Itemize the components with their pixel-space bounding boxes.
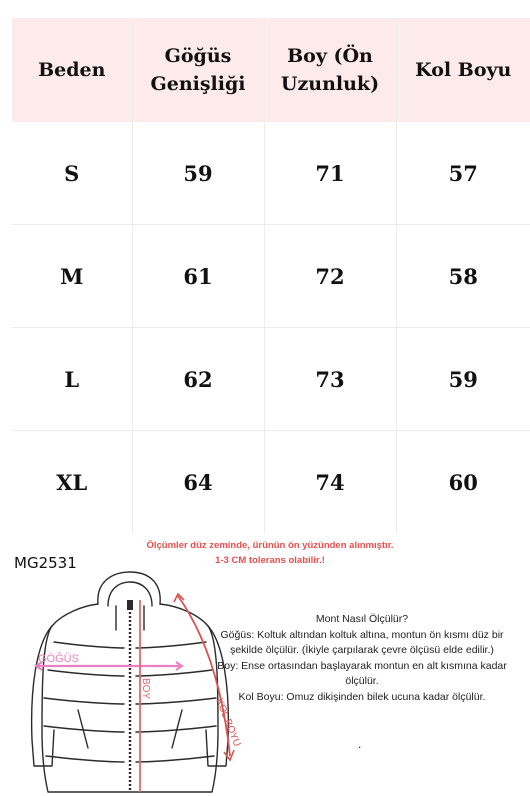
length-label: BOY	[140, 678, 151, 700]
cell-length: 74	[264, 431, 396, 534]
chest-measurement	[36, 652, 182, 670]
cell-chest: 64	[132, 431, 264, 534]
product-code: MG2531	[14, 554, 77, 572]
how-to-measure	[214, 612, 510, 706]
trailing-dot: .	[358, 737, 362, 751]
cell-sleeve: 59	[396, 328, 530, 431]
cell-chest: 61	[132, 225, 264, 328]
measurement-note: Ölçümler düz zeminde, ürünün ön yüzünden alınmıştır.	[146, 540, 394, 551]
how-to-title: Mont Nasıl Ölçülür?	[315, 613, 409, 625]
chest-label: GÖĞÜS	[38, 653, 79, 665]
how-to-chest: Göğüs: Koltuk altından koltuk altına, montun ön kısmı düz bir şekilde ölçülür. (İkiyle çarpılarak çevre ölçüsü elde edilir.)	[220, 628, 504, 657]
cell-length: 72	[264, 225, 396, 328]
header-size: Beden	[12, 18, 132, 122]
size-table	[12, 18, 530, 533]
jacket-diagram	[12, 570, 248, 796]
table-row	[12, 225, 530, 328]
cell-chest: 59	[132, 122, 264, 225]
table-row	[12, 122, 530, 225]
table-row	[12, 328, 530, 431]
cell-chest: 62	[132, 328, 264, 431]
cell-sleeve: 58	[396, 225, 530, 328]
how-to-length: Boy: Ense ortasından başlayarak montun en alt kısmına kadar ölçülür.	[217, 659, 507, 688]
tolerance-note: 1-3 CM tolerans olabilir.!	[215, 555, 325, 566]
how-to-sleeve: Kol Boyu: Omuz dikişinden bilek ucuna kadar ölçülür.	[238, 690, 486, 703]
cell-size: L	[12, 328, 132, 431]
cell-length: 73	[264, 328, 396, 431]
cell-length: 71	[264, 122, 396, 225]
header-sleeve-length: Kol Boyu	[396, 18, 530, 122]
table-header-row	[12, 18, 530, 122]
cell-size: S	[64, 160, 80, 186]
header-chest-width: Göğüs Genişliği	[132, 18, 264, 122]
table-row	[12, 431, 530, 534]
cell-sleeve: 60	[396, 431, 530, 534]
cell-size: XL	[12, 431, 132, 534]
cell-sleeve: 57	[396, 122, 530, 225]
cell-size: M	[12, 225, 132, 328]
sleeve-label: KOL BOYU	[213, 697, 243, 749]
length-measurement	[140, 600, 151, 792]
header-front-length: Boy (Ön Uzunluk)	[264, 18, 396, 122]
